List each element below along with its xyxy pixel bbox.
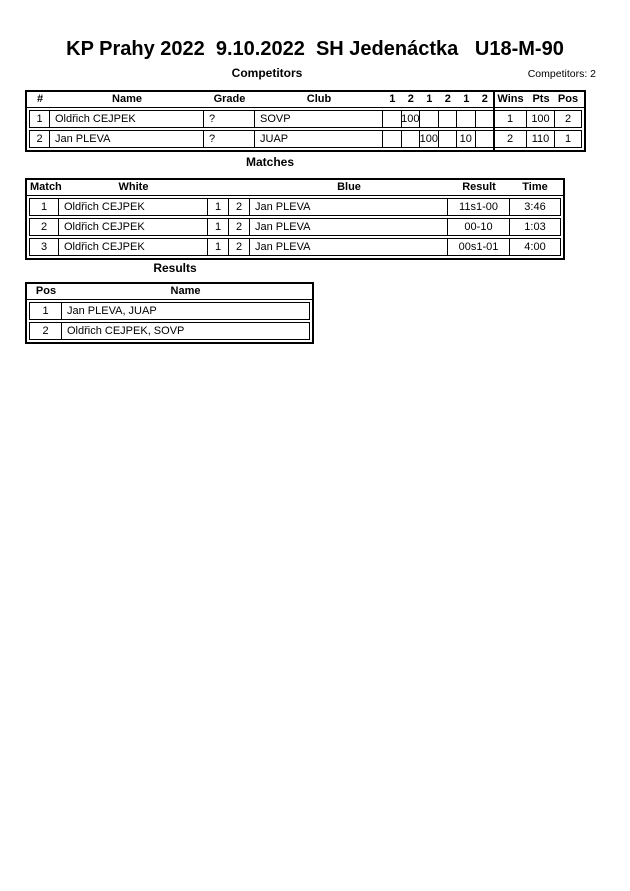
result-position: 1 bbox=[30, 303, 62, 319]
match-result: 00-10 bbox=[448, 219, 510, 235]
match-row bbox=[29, 218, 561, 236]
competitor-wins: 2 bbox=[494, 131, 527, 147]
result-player-name: Oldřich CEJPEK, SOVP bbox=[67, 324, 185, 337]
header-name: Name bbox=[170, 285, 201, 297]
competitor-row bbox=[29, 130, 582, 148]
blue-player-name: Jan PLEVA bbox=[250, 219, 448, 235]
header-round-2: 2 bbox=[407, 93, 414, 105]
competitor-grade: ? bbox=[204, 131, 255, 147]
header-number: # bbox=[36, 93, 44, 105]
white-player-name: Oldřich CEJPEK bbox=[59, 239, 208, 255]
result-position: 2 bbox=[30, 323, 62, 339]
match-number: 2 bbox=[30, 219, 59, 235]
white-player-seed: 1 bbox=[208, 219, 229, 235]
header-round-5: 1 bbox=[463, 93, 470, 105]
header-pos: Pos bbox=[557, 93, 579, 105]
results-header-row bbox=[27, 284, 312, 300]
score-cell: 100 bbox=[402, 111, 421, 127]
match-result: 00s1-01 bbox=[448, 239, 510, 255]
results-section-title: Results bbox=[153, 261, 197, 275]
match-row bbox=[29, 238, 561, 256]
competitors-table bbox=[25, 90, 586, 152]
result-row bbox=[29, 322, 310, 340]
header-match: Match bbox=[30, 181, 62, 193]
competitor-number: 2 bbox=[30, 131, 50, 147]
competitors-section-title: Competitors bbox=[231, 66, 303, 80]
score-cell bbox=[383, 111, 402, 127]
score-cell bbox=[420, 111, 439, 127]
score-cell bbox=[457, 111, 476, 127]
competitor-pos: 2 bbox=[564, 112, 572, 125]
competitor-number: 1 bbox=[30, 111, 50, 127]
competitor-club: SOVP bbox=[255, 111, 383, 127]
result-player-name: Jan PLEVA, JUAP bbox=[67, 304, 157, 317]
white-player-name: Oldřich CEJPEK bbox=[59, 199, 208, 215]
header-round-1: 1 bbox=[389, 93, 396, 105]
result-row bbox=[29, 302, 310, 320]
competitor-club: JUAP bbox=[255, 131, 383, 147]
white-player-seed: 1 bbox=[208, 199, 229, 215]
competitor-wins: 1 bbox=[494, 111, 527, 127]
competitor-name: Oldřich CEJPEK bbox=[50, 111, 204, 127]
blue-player-name: Jan PLEVA bbox=[250, 199, 448, 215]
score-cell bbox=[476, 111, 495, 127]
score-cell bbox=[439, 131, 458, 147]
competitors-count: Competitors: 2 bbox=[527, 68, 596, 80]
header-round-6: 2 bbox=[481, 93, 488, 105]
matches-section-title: Matches bbox=[245, 155, 295, 169]
score-cell bbox=[383, 131, 402, 147]
header-name: Name bbox=[112, 93, 142, 105]
match-time: 3:46 bbox=[524, 200, 546, 213]
competitor-pos: 1 bbox=[564, 132, 572, 145]
blue-player-seed: 2 bbox=[229, 199, 250, 215]
white-player-seed: 1 bbox=[208, 239, 229, 255]
header-white: White bbox=[118, 181, 149, 193]
competitor-row bbox=[29, 110, 582, 128]
competitors-header-row bbox=[27, 92, 584, 108]
blue-player-name: Jan PLEVA bbox=[250, 239, 448, 255]
competitor-name: Jan PLEVA bbox=[50, 131, 204, 147]
score-cell bbox=[439, 111, 458, 127]
header-pts: Pts bbox=[532, 93, 550, 105]
results-table bbox=[25, 282, 314, 344]
page-title: KP Prahy 2022 9.10.2022 SH Jedenáctka U18-M-90 bbox=[66, 38, 564, 60]
competitor-grade: ? bbox=[204, 111, 255, 127]
header-grade: Grade bbox=[213, 93, 246, 105]
header-round-4: 2 bbox=[444, 93, 451, 105]
competitor-pts: 110 bbox=[527, 131, 555, 147]
score-cell bbox=[402, 131, 421, 147]
match-number: 3 bbox=[30, 239, 59, 255]
match-row bbox=[29, 198, 561, 216]
match-result: 11s1-00 bbox=[448, 199, 510, 215]
match-number: 1 bbox=[30, 199, 59, 215]
matches-header-row bbox=[27, 180, 563, 196]
match-time: 4:00 bbox=[524, 240, 546, 253]
header-result: Result bbox=[462, 181, 496, 193]
competitor-pts: 100 bbox=[527, 111, 555, 127]
header-round-3: 1 bbox=[426, 93, 433, 105]
wins-section-divider bbox=[493, 92, 495, 150]
score-cell: 100 bbox=[420, 131, 439, 147]
header-time: Time bbox=[522, 181, 548, 193]
score-cell bbox=[476, 131, 495, 147]
blue-player-seed: 2 bbox=[229, 239, 250, 255]
header-club: Club bbox=[306, 93, 332, 105]
matches-table bbox=[25, 178, 565, 260]
header-wins: Wins bbox=[497, 93, 524, 105]
match-time: 1:03 bbox=[524, 220, 546, 233]
score-cell: 10 bbox=[457, 131, 476, 147]
header-blue: Blue bbox=[337, 181, 361, 193]
header-pos: Pos bbox=[35, 285, 57, 297]
blue-player-seed: 2 bbox=[229, 219, 250, 235]
white-player-name: Oldřich CEJPEK bbox=[59, 219, 208, 235]
